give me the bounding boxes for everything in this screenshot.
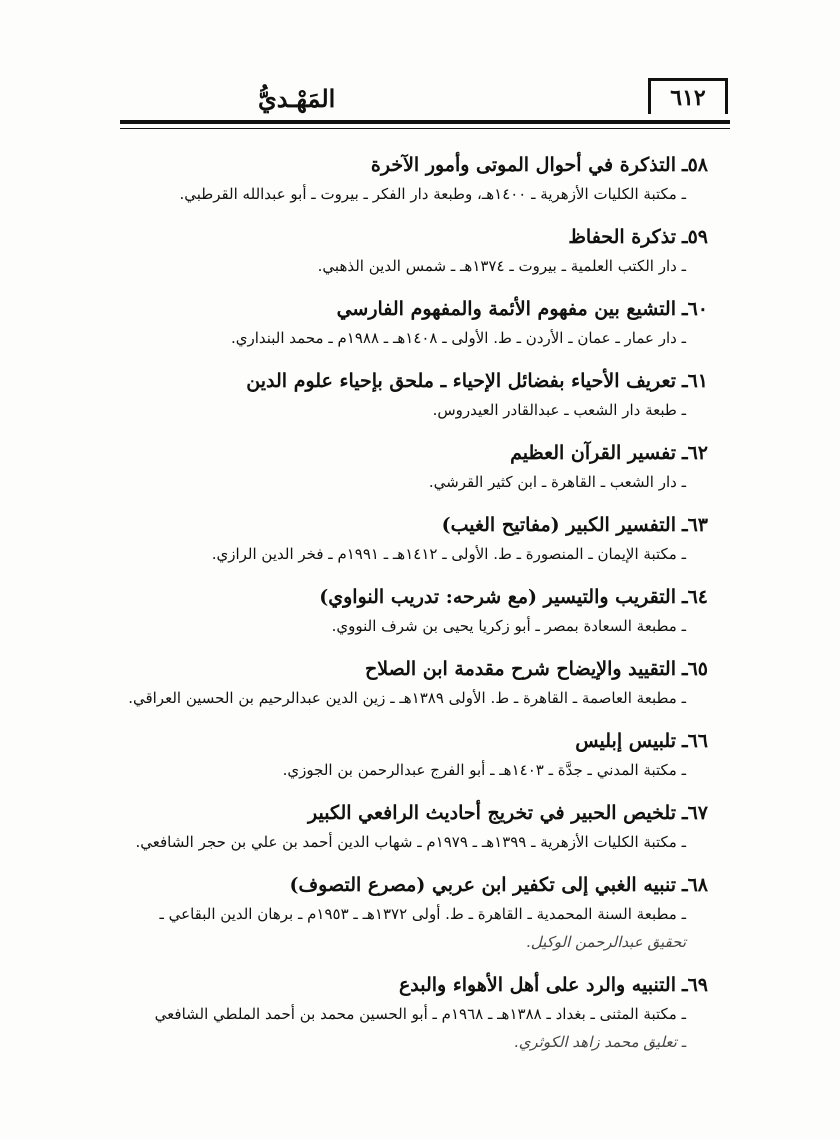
entry-publication-line: ـ مكتبة المدني ـ جدَّة ـ ١٤٠٣هـ ـ أبو الفرج عبدالرحمن بن الجوزي. <box>282 761 686 779</box>
entry-number: ٦٣ـ <box>682 514 708 536</box>
header-rule-thin <box>120 128 730 129</box>
bibliography-entry <box>108 582 708 640</box>
page-header <box>118 78 738 118</box>
entry-heading <box>108 798 708 828</box>
entry-number: ٦٤ـ <box>682 586 708 608</box>
entry-heading <box>108 366 708 396</box>
entry-heading <box>108 294 708 324</box>
entry-publication-line: ـ مطبعة العاصمة ـ القاهرة ـ ط. الأولى ١٣٨٩هـ ـ زين الدين عبدالرحيم بن الحسين العراقي. <box>128 689 686 707</box>
entry-publication-line: ـ مكتبة الكليات الأزهرية ـ ١٤٠٠هـ، وطبعة دار الفكر ـ بيروت ـ أبو عبدالله القرطبي. <box>179 185 686 203</box>
entry-heading <box>108 150 708 180</box>
entry-publication-line: ـ طبعة دار الشعب ـ عبدالقادر العيدروس. <box>432 401 686 419</box>
entry-publication-line: ـ دار عمار ـ عمان ـ الأردن ـ ط. الأولى ـ ١٤٠٨هـ ـ ١٩٨٨م ـ محمد البنداري. <box>230 329 686 347</box>
entry-publication-line: ـ مطبعة السنة المحمدية ـ القاهرة ـ ط. أولى ١٣٧٢هـ ـ ١٩٥٣م ـ برهان الدين البقاعي ـ <box>159 905 686 923</box>
entry-publication-line: ـ مكتبة المثنى ـ بغداد ـ ١٣٨٨هـ ـ ١٩٦٨م ـ أبو الحسين محمد بن أحمد الملطي الشافعي <box>154 1005 686 1023</box>
entry-number: ٦٨ـ <box>682 874 708 896</box>
bibliography-entry <box>108 222 708 280</box>
entry-number: ٥٩ـ <box>682 226 708 248</box>
entry-title: التنبيه والرد على أهل الأهواء والبدع <box>398 974 676 996</box>
bibliography-entry <box>108 150 708 208</box>
entry-heading <box>108 222 708 252</box>
bibliography-entry <box>108 510 708 568</box>
entry-heading <box>108 654 708 684</box>
entry-number: ٦٢ـ <box>682 442 708 464</box>
entry-title: تلبيس إبليس <box>575 730 676 752</box>
bibliography-entry <box>108 970 708 1056</box>
entry-publication-line: ـ مكتبة الكليات الأزهرية ـ ١٣٩٩هـ ـ ١٩٧٩م ـ شهاب الدين أحمد بن علي بن حجر الشافعي. <box>135 833 686 851</box>
header-rule-thick <box>120 120 730 124</box>
bibliography-entry <box>108 726 708 784</box>
entry-title: تذكرة الحفاظ <box>568 226 676 248</box>
entry-number: ٦٧ـ <box>682 802 708 824</box>
entry-publication-line: تحقيق عبدالرحمن الوكيل. <box>525 933 686 951</box>
entry-heading <box>108 970 708 1000</box>
running-title: المَهْـديُّ <box>258 84 336 113</box>
bibliography-entry <box>108 438 708 496</box>
entry-heading <box>108 510 708 540</box>
entry-title: التذكرة في أحوال الموتى وأمور الآخرة <box>370 154 676 176</box>
entry-title: التقريب والتيسير (مع شرحه: تدريب النواوي) <box>319 586 676 608</box>
entry-heading <box>108 726 708 756</box>
bibliography-entry <box>108 366 708 424</box>
bibliography-list <box>108 150 708 1070</box>
entry-title: تنبيه الغبي إلى تكفير ابن عربي (مصرع التصوف) <box>289 874 676 896</box>
entry-number: ٦٥ـ <box>682 658 708 680</box>
entry-publication-line: ـ مكتبة الإيمان ـ المنصورة ـ ط. الأولى ـ ١٤١٢هـ ـ ١٩٩١م ـ فخر الدين الرازي. <box>211 545 686 563</box>
entry-number: ٦١ـ <box>682 370 708 392</box>
entry-title: تفسير القرآن العظيم <box>510 442 676 464</box>
entry-title: التشيع بين مفهوم الأئمة والمفهوم الفارسي <box>336 298 676 320</box>
entry-publication-line: ـ تعليق محمد زاهد الكوثري. <box>513 1033 686 1051</box>
entry-number: ٦٩ـ <box>682 974 708 996</box>
bibliography-entry <box>108 294 708 352</box>
entry-number: ٦٦ـ <box>682 730 708 752</box>
page-number: ٦١٢ <box>648 78 728 114</box>
entry-heading <box>108 582 708 612</box>
entry-publication-line: ـ مطبعة السعادة بمصر ـ أبو زكريا يحيى بن شرف النووي. <box>331 617 686 635</box>
entry-number: ٦٠ـ <box>682 298 708 320</box>
entry-publication-line: ـ دار الكتب العلمية ـ بيروت ـ ١٣٧٤هـ ـ شمس الدين الذهبي. <box>317 257 686 275</box>
entry-number: ٥٨ـ <box>682 154 708 176</box>
entry-publication-line: ـ دار الشعب ـ القاهرة ـ ابن كثير القرشي. <box>428 473 686 491</box>
entry-heading <box>108 870 708 900</box>
entry-heading <box>108 438 708 468</box>
entry-title: التقييد والإيضاح شرح مقدمة ابن الصلاح <box>364 658 676 680</box>
entry-title: تلخيص الحبير في تخريج أحاديث الرافعي الكبير <box>308 802 676 824</box>
bibliography-entry <box>108 798 708 856</box>
bibliography-entry <box>108 870 708 956</box>
bibliography-entry <box>108 654 708 712</box>
entry-title: تعريف الأحياء بفضائل الإحياء ـ ملحق بإحياء علوم الدين <box>246 370 676 392</box>
entry-title: التفسير الكبير (مفاتيح الغيب) <box>441 514 676 536</box>
